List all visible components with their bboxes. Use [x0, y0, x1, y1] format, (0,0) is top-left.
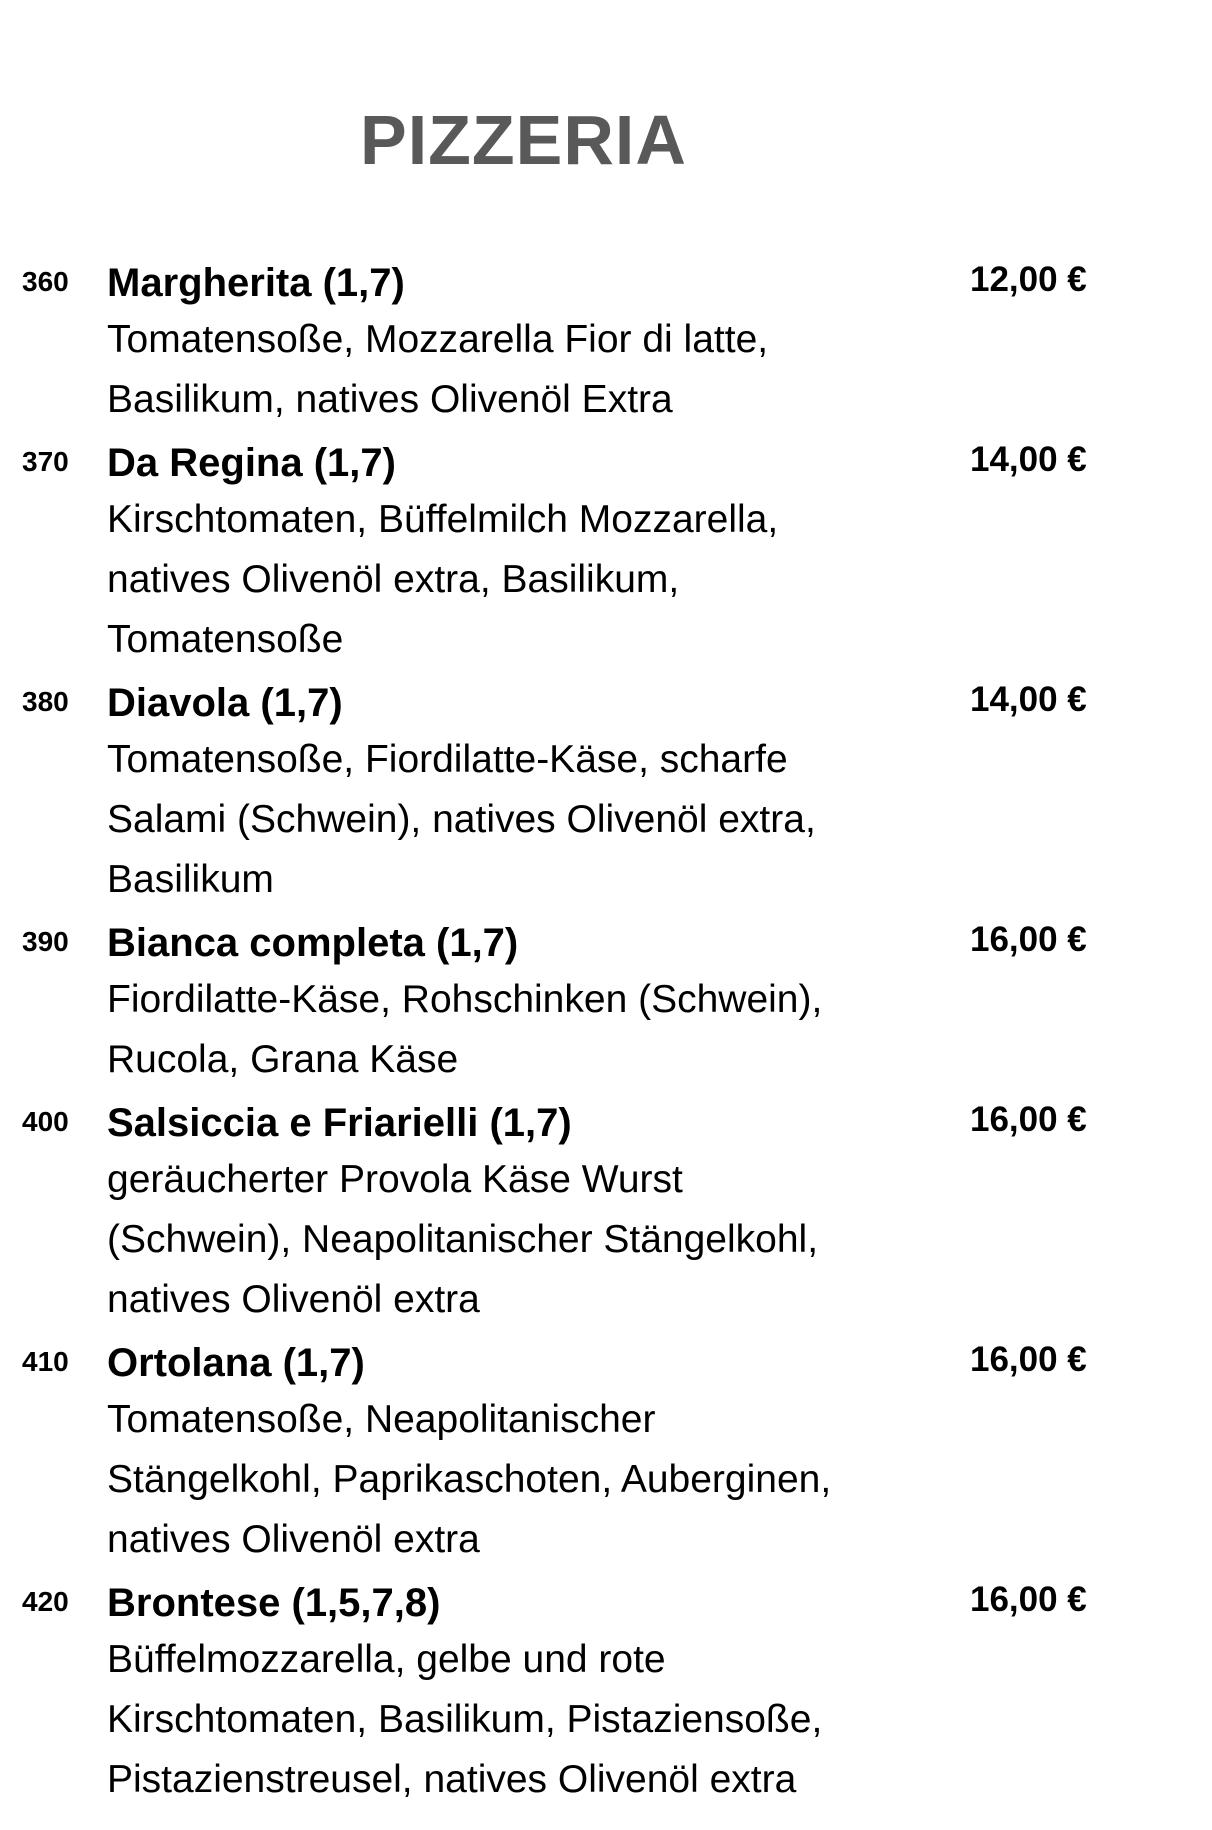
description-line: Pistazienstreusel, natives Olivenöl extra	[107, 1758, 797, 1801]
description-line: (Schwein), Neapolitanischer Stängelkohl,	[107, 1218, 819, 1261]
item-price: 14,00 €	[970, 680, 1087, 719]
description-line: Tomatensoße	[107, 618, 344, 661]
item-name: Bianca completa (1,7)	[107, 921, 519, 965]
description-line: Tomatensoße, Neapolitanischer	[107, 1398, 656, 1441]
item-number: 360	[22, 266, 69, 297]
description-line: geräucherter Provola Käse Wurst	[107, 1158, 683, 1201]
page-title: PIZZERIA	[360, 101, 687, 179]
item-name: Diavola (1,7)	[107, 681, 343, 725]
description-line: natives Olivenöl extra, Basilikum,	[107, 558, 680, 601]
item-description	[107, 490, 907, 670]
description-line: Kirschtomaten, Büffelmilch Mozzarella,	[107, 498, 779, 541]
item-name: Da Regina (1,7)	[107, 441, 396, 485]
item-number: 380	[22, 686, 69, 717]
item-price: 16,00 €	[970, 1100, 1087, 1139]
item-description	[107, 1630, 907, 1810]
item-price: 16,00 €	[970, 920, 1087, 959]
item-description	[107, 310, 907, 430]
description-line: Kirschtomaten, Basilikum, Pistaziensoße,	[107, 1698, 823, 1741]
description-line: Basilikum	[107, 858, 274, 901]
description-line: Tomatensoße, Mozzarella Fior di latte,	[107, 318, 769, 361]
description-line: Stängelkohl, Paprikaschoten, Auberginen,	[107, 1458, 832, 1501]
item-name: Salsiccia e Friarielli (1,7)	[107, 1101, 572, 1145]
item-price: 16,00 €	[970, 1580, 1087, 1619]
item-description	[107, 730, 907, 910]
item-name: Brontese (1,5,7,8)	[107, 1581, 441, 1625]
item-number: 410	[22, 1346, 69, 1377]
item-number: 400	[22, 1106, 69, 1137]
item-description	[107, 1390, 907, 1570]
description-line: Rucola, Grana Käse	[107, 1038, 459, 1081]
item-description	[107, 970, 907, 1090]
description-line: Basilikum, natives Olivenöl Extra	[107, 378, 673, 421]
description-line: Salami (Schwein), natives Olivenöl extra,	[107, 798, 816, 841]
description-line: Büffelmozzarella, gelbe und rote	[107, 1638, 666, 1681]
item-price: 14,00 €	[970, 440, 1087, 479]
item-number: 390	[22, 926, 69, 957]
item-name: Margherita (1,7)	[107, 261, 405, 305]
item-number: 420	[22, 1586, 69, 1617]
description-line: natives Olivenöl extra	[107, 1278, 480, 1321]
item-description	[107, 1150, 907, 1330]
description-line: natives Olivenöl extra	[107, 1518, 480, 1561]
item-name: Ortolana (1,7)	[107, 1341, 365, 1385]
item-number: 370	[22, 446, 69, 477]
description-line: Fiordilatte-Käse, Rohschinken (Schwein),	[107, 978, 823, 1021]
item-price: 16,00 €	[970, 1340, 1087, 1379]
description-line: Tomatensoße, Fiordilatte-Käse, scharfe	[107, 738, 788, 781]
item-price: 12,00 €	[970, 260, 1087, 299]
